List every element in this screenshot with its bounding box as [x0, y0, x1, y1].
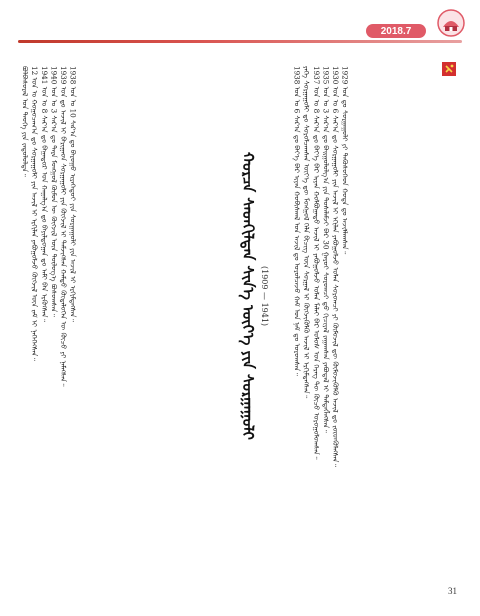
body-column-right — [292, 52, 456, 572]
paragraph: 1929 ᠣᠨ ᠳᠤ ᠰᠤᠷᠭᠠᠭᠤᠯᠢ ᠶᠢ ᠲᠡᠭᠦᠰᠦᠭᠡᠳ ᠬᠣᠲᠠ ᠳᠤ ᠠᠵᠢᠯᠯᠠᠭᠰᠠᠨ᠃ — [340, 66, 350, 255]
paragraph: 12 ᠣᠨ ᠤ ᠬᠤᠭᠤᠴᠠᠭ᠎ᠠ ᠳᠤ ᠰᠤᠷᠭᠠᠭᠤᠯᠢ ᠶᠢᠨ ᠠᠵᠢᠯ ᠢ ᠡᠷᠬᠢᠯᠡᠨ ᠶᠠᠪᠤᠭᠤᠯᠵᠤ ᠬᠥᠭᠵᠢᠯ ᠦᠨ ᠵᠠᠮ ᠢ ᠨᠡᠭᠡᠭᠡᠭᠰᠡᠨ᠃ — [30, 66, 40, 362]
article-subtitle: (1909 — 1941) — [260, 265, 269, 327]
body-column-left — [20, 52, 226, 572]
paragraph: 1939 ᠣᠨ ᠳᠤ ᠠᠵᠢᠯ ᠢ ᠪᠠᠷᠢᠭᠠᠳ ᠰᠤᠷᠭᠠᠭᠤᠯᠢ ᠶᠢᠨ ᠬᠥᠭᠵᠢᠯ ᠢ ᠳᠡᠮᠵᠢᠭᠰᠡᠨ ᠬᠠᠮᠲᠤ ᠬᠥᠳᠡᠯᠦᠭᠡᠨ ᠦ ᠬᠦᠴᠦ ᠶᠢ ᠨᠡᠮᠡᠭᠰᠡᠨ᠃ — [58, 66, 68, 387]
paragraph: 1935 ᠣᠨ ᠤ 3 ᠰᠠᠷ᠎ᠠ ᠳᠤ ᠪᠠᠢᠭᠤᠯᠤᠯᠭ᠎ᠠ ᠶᠢᠨ ᠲᠤᠰᠠᠯᠠᠮᠵᠢ ᠪᠠᠷ 30 ᠭᠠᠷᠤᠢ ᠰᠤᠷᠤᠭᠴᠢ ᠳ᠋ᠤ ᠬᠢᠴᠢᠶᠡᠯ ᠵᠠᠭᠠᠭᠰᠠᠨ ᠶᠠᠪᠤᠳᠠᠯ ᠢ ᠲᠡᠮᠳᠡᠭᠯᠡᠭᠰᠡᠨ᠃ — [321, 66, 331, 433]
article-title-block — [238, 96, 282, 496]
paragraph: ᠪᠣᠯᠪᠠᠰᠤᠷᠠᠯ ᠤᠨ ᠲᠡᠦᠬᠡ ᠶᠢᠨ ᠵᠠᠳᠤᠯᠤᠯᠲᠠ᠃ — [20, 66, 30, 177]
paragraph: 1937 ᠣᠨ ᠤ 8 ᠰᠠᠷ᠎ᠠ ᠳᠤ ᠪᠡᠶ᠎ᠡ ᠪᠠᠷ ᠢᠶᠠᠨ ᠬᠣᠯᠪᠣᠭᠠᠲᠤ ᠠᠵᠢᠯ ᠢ ᠶᠠᠪᠤᠭᠤᠯᠵᠤ ᠣᠯᠠᠨ ᠮᠠᠯᠠᠢ ᠪᠠᠷ ᠤᠯᠤᠰ ᠤᠨ ᠬᠡᠷᠡᠭ ᠲᠦ ᠬᠦᠴᠦ ᠣᠷᠤᠭᠤᠯᠤᠭᠰᠠᠨ᠃ — [311, 66, 321, 460]
paragraph: ᠶᠡᠬᠡ ᠰᠤᠷᠭᠠᠭᠤᠯᠢ ᠳᠤ ᠰᠤᠷᠤᠯᠴᠠᠭᠰᠠᠨ ᠦᠶ᠎ᠡ ᠳᠦ ᠮᠣᠩᠭᠣᠯ ᠬᠡᠯᠡ ᠪᠢᠴᠢᠭ ᠦᠨ ᠰᠤᠷᠭᠠᠯ ᠢ ᠬᠥᠭᠵᠢᠭᠦᠯᠬᠦ ᠠᠵᠢᠯ ᠢ ᠡᠷᠭᠢᠮᠳᠡᠭᠰᠡᠨ᠃ — [302, 66, 312, 399]
page-number: 31 — [448, 586, 457, 596]
issue-badge: 2018.7 — [366, 24, 426, 38]
paragraph: 1940 ᠣᠨ ᠤ 3 ᠰᠠᠷ᠎ᠠ ᠳᠤ ᠲᠡᠷᠡ ᠮᠣᠩᠭᠣᠯ ᠬᠦᠮᠦᠨ ᠦ ᠬᠥᠭᠵᠢᠯ ᠦᠨ ᠲᠥᠯᠥᠭ᠎ᠡ ᠪᠣᠰᠣᠭᠰᠠᠨ᠃ — [49, 66, 59, 317]
header-rule — [18, 40, 462, 43]
paragraph: 1938 ᠣᠨ ᠤ 10 ᠰᠠᠷ᠎ᠠ ᠳᠤ ᠪᠠᠷᠤᠭᠤ ᠢᠷᠡᠭᠡᠳᠦᠢ ᠶᠢᠨ ᠰᠤᠷᠭᠠᠭᠤᠯᠢ ᠶᠢᠨ ᠠᠵᠢᠯ ᠢ ᠡᠷᠭᠢᠮᠳᠡᠭᠰᠡᠨ᠃ — [68, 66, 78, 323]
paragraph: 1941 ᠣᠨ ᠤ 8 ᠰᠠᠷ᠎ᠠ ᠳᠤ ᠪᠠᠭᠠᠲᠤᠷ ᠤᠨ ᠬᠠᠭᠠᠯᠭ᠎ᠠ ᠳᠤ ᠪᠠᠶᠢᠯᠳᠤᠭᠠᠨ ᠳᠤ ᠠᠮᠢ ᠪᠠᠨ ᠡᠷᠭᠦᠭᠰᠡᠨ᠃ — [39, 66, 49, 323]
paragraph: 1938 ᠣᠨ ᠤ 6 ᠰᠠᠷ᠎ᠠ ᠳᠤ ᠪᠡᠶ᠎ᠡ ᠪᠠᠷ ᠢᠶᠠᠨ ᠬᠤᠪᠢᠰᠬᠠᠯ ᠤᠨ ᠠᠵᠢᠯ ᠳᠤ ᠣᠷᠤᠯᠴᠠᠵᠤ ᠬᠠᠮ ᠤᠨ ᠨᠠᠮ ᠳᠤ ᠣᠷᠤᠭᠰᠠᠨ᠃ — [292, 66, 302, 376]
paragraph: 1930 ᠣᠨ ᠤ 6 ᠰᠠᠷ᠎ᠠ ᠳᠤ ᠰᠤᠷᠭᠠᠭᠤᠯᠢ ᠶᠢᠨ ᠠᠵᠢᠯ ᠢ ᠡᠬᠢᠯᠡᠨ ᠶᠠᠪᠤᠭᠤᠯᠵᠤ ᠣᠯᠠᠨ ᠰᠤᠷᠤᠭᠴᠢ ᠶᠢ ᠬᠦᠮᠦᠵᠢᠯ ᠳᠦ ᠬᠦᠮᠦᠵᠢᠭᠦᠯᠬᠦ ᠠᠵᠢᠯ ᠳᠤ ᠵᠦᠳᠭᠦᠯᠡᠭᠰᠡᠨ᠃ — [330, 66, 340, 468]
article-title: ᠬᠤᠷᠴᠠ ᠰᠡᠳᠬᠢᠯᠲᠡᠨ ᠰᠢᠨ᠎ᠡ ᠦᠶ᠎ᠡ ᠶᠢᠨ ᠰᠤᠷᠭᠠᠭᠤᠯᠢ — [239, 152, 257, 440]
yurt-emblem-icon — [436, 8, 466, 38]
